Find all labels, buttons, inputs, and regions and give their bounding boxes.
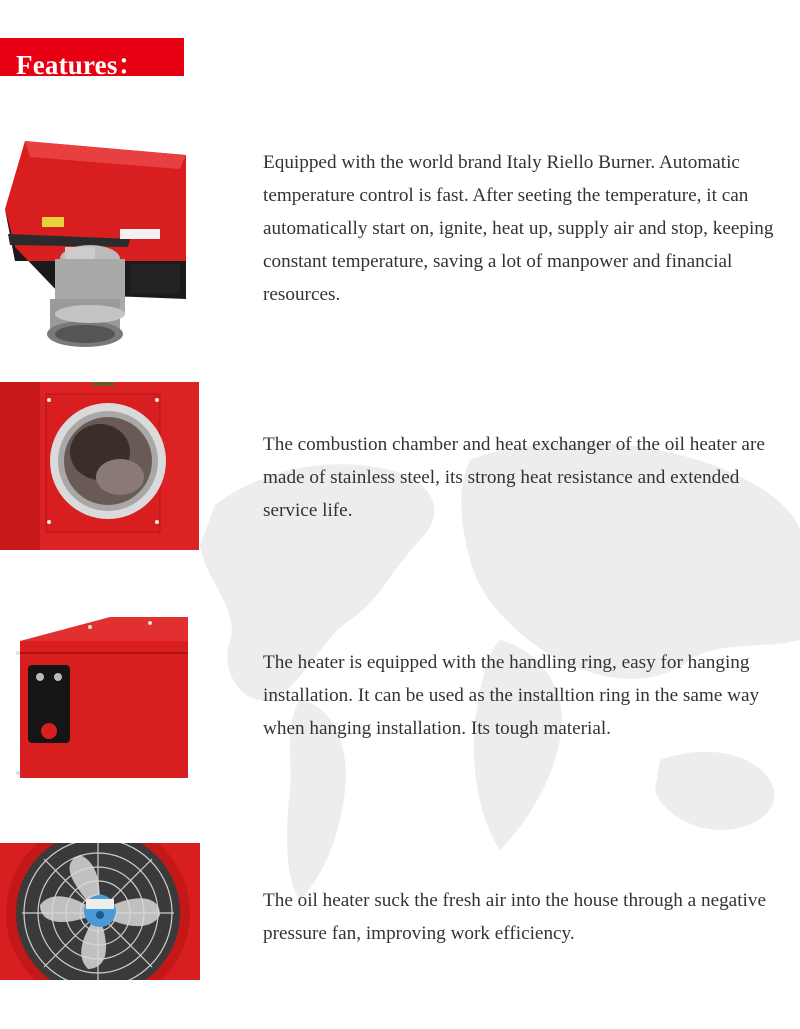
feature-text: The combustion chamber and heat exchanger of the oil heater are made of stainless steel, its strong heat resistance and extended service life. — [263, 434, 765, 521]
fan-icon — [0, 843, 200, 980]
feature-text: The oil heater suck the fresh air into the house through a negative pressure fan, improving work efficiency. — [263, 890, 766, 944]
features-banner — [0, 38, 184, 80]
combustion-chamber-icon — [0, 382, 199, 550]
page-title: Features： — [16, 50, 145, 80]
handling-ring-icon — [10, 613, 190, 778]
feature-text: Equipped with the world brand Italy Riello Burner. Automatic temperature control is fast. After seeting the temperature, it can automatically start on, ignite, heat up, supply air and stop, keeping constant temperature, saving a lot of manpower and financial resources. — [263, 152, 774, 305]
burner-unit-icon — [0, 139, 190, 351]
feature-text: The heater is equipped with the handling ring, easy for hanging installation. It can be used as the installtion ring in the same way when hanging installation. Its tough material. — [263, 652, 760, 739]
